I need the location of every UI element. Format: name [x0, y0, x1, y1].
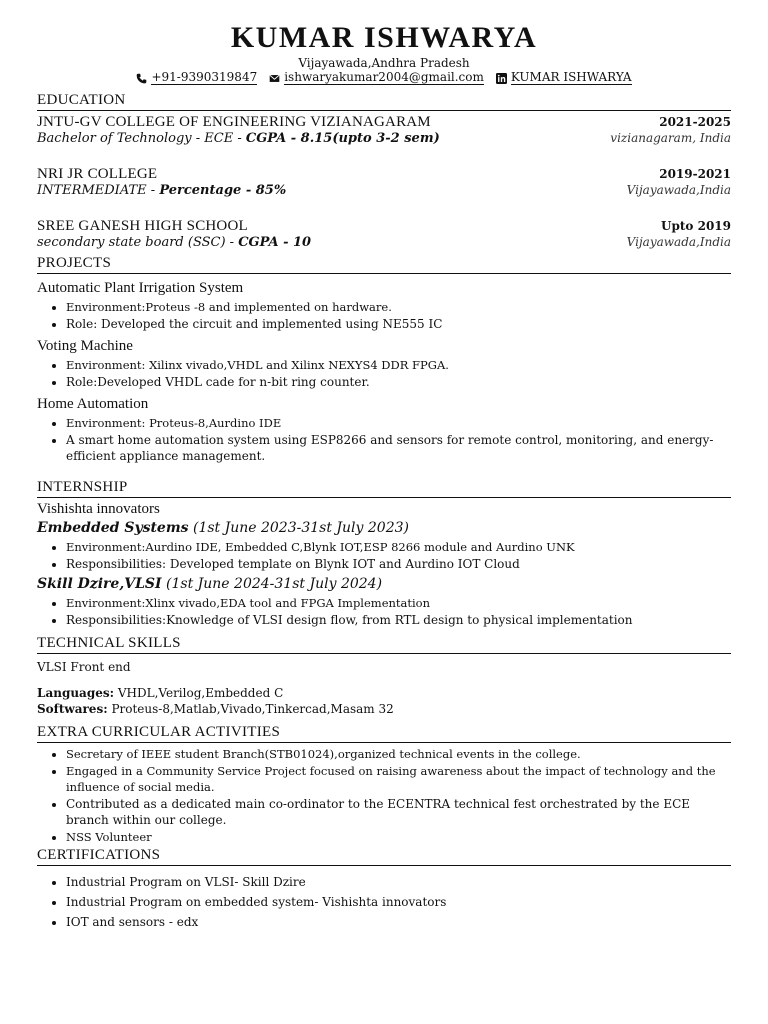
list-item: • Environment: Proteus-8,Aurdino IDE	[66, 415, 731, 431]
list-item: • A smart home automation system using ESP8266 and sensors for remote control, monitoring, and energy-efficient appliance management.	[66, 432, 731, 464]
email-contact[interactable]	[269, 71, 484, 85]
list-item: • Industrial Program on VLSI- Skill Dzire	[66, 874, 731, 890]
role-period: (1st June 2024-31st July 2024)	[166, 576, 383, 592]
projects-heading: PROJECTS	[37, 254, 731, 274]
languages-label: Languages:	[37, 686, 115, 700]
project-title: Voting Machine	[37, 338, 133, 354]
education-location: Vijayawada,India	[626, 183, 731, 197]
list-item: • Contributed as a dedicated main co-ordinator to the ECENTRA technical fest orchestrated by the ECE branch within our college.	[66, 796, 731, 828]
languages-value: VHDL,Verilog,Embedded C	[114, 686, 284, 700]
degree-line	[37, 131, 440, 146]
institution-name: SREE GANESH HIGH SCHOOL	[37, 218, 248, 234]
project-bullets	[37, 415, 731, 464]
education-date: Upto 2019	[661, 219, 731, 233]
list-item: • IOT and sensors - edx	[66, 914, 731, 930]
skills-softwares	[37, 701, 731, 717]
list-item: • Environment:Aurdino IDE, Embedded C,Blynk IOT,ESP 8266 module and Aurdino UNK	[66, 539, 731, 555]
role-name: Embedded Systems	[37, 520, 189, 536]
phone-contact[interactable]	[136, 71, 257, 85]
education-date: 2019-2021	[659, 167, 731, 181]
institution-name: JNTU-GV COLLEGE OF ENGINEERING VIZIANAGARAM	[37, 114, 431, 130]
internship-bullets	[37, 539, 731, 572]
education-location: vizianagaram, India	[610, 131, 731, 145]
list-item: • Responsibilities: Developed template on Blynk IOT and Aurdino IOT Cloud	[66, 556, 731, 572]
degree-score: CGPA - 10	[238, 235, 312, 250]
phone-icon	[136, 73, 147, 84]
project-bullets	[37, 357, 731, 390]
role-period: (1st June 2023-31st July 2023)	[192, 520, 409, 536]
list-item: • Responsibilities:Knowledge of VLSI design flow, from RTL design to physical implementation	[66, 612, 731, 628]
candidate-name: KUMAR ISHWARYA	[230, 21, 538, 54]
candidate-location: Vijayawada,Andhra Pradesh	[298, 56, 470, 70]
certifications-list	[37, 874, 731, 930]
degree-text: secondary state board (SSC) -	[37, 235, 239, 250]
list-item: • Role:Developed VHDL cade for n-bit ring counter.	[66, 374, 731, 390]
education-entry	[37, 218, 731, 250]
internship-heading: INTERNSHIP	[37, 478, 731, 498]
skills-area: VLSI Front end	[37, 660, 131, 674]
list-item: • NSS Volunteer	[66, 829, 731, 845]
degree-text: Bachelor of Technology - ECE -	[37, 131, 246, 146]
linkedin-icon	[496, 73, 507, 84]
degree-score: Percentage - 85%	[159, 183, 287, 198]
contact-row	[37, 71, 731, 85]
list-item: • Role: Developed the circuit and implemented using NE555 IC	[66, 316, 731, 332]
education-entry	[37, 114, 731, 146]
resume-page	[37, 20, 731, 930]
project-title: Home Automation	[37, 396, 149, 412]
envelope-icon	[269, 73, 280, 84]
degree-text: INTERMEDIATE -	[37, 183, 160, 198]
education-location: Vijayawada,India	[626, 235, 731, 249]
project-title: Automatic Plant Irrigation System	[37, 280, 244, 296]
skills-languages	[37, 685, 731, 701]
phone-link[interactable]: +91-9390319847	[151, 70, 258, 84]
degree-score: CGPA - 8.15(upto 3-2 sem)	[245, 131, 440, 146]
linkedin-link[interactable]: KUMAR ISHWARYA	[510, 70, 632, 84]
softwares-value: Proteus-8,Matlab,Vivado,Tinkercad,Masam 32	[107, 702, 394, 716]
extracurricular-list	[37, 746, 731, 845]
softwares-label: Softwares:	[37, 702, 108, 716]
internship-role	[37, 575, 731, 594]
internship-role	[37, 519, 731, 538]
education-entry	[37, 166, 731, 198]
education-heading: EDUCATION	[37, 91, 731, 111]
list-item: • Environment:Xlinx vivado,EDA tool and FPGA Implementation	[66, 595, 731, 611]
degree-line	[37, 183, 286, 198]
degree-line	[37, 235, 311, 250]
list-item: • Industrial Program on embedded system- Vishishta innovators	[66, 894, 731, 910]
institution-name: NRI JR COLLEGE	[37, 166, 158, 182]
project-bullets	[37, 299, 731, 332]
education-date: 2021-2025	[659, 115, 731, 129]
certifications-heading: CERTIFICATIONS	[37, 846, 731, 866]
role-name: Skill Dzire,VLSI	[37, 576, 162, 592]
email-link[interactable]: ishwaryakumar2004@gmail.com	[284, 70, 484, 84]
internship-company: Vishishta innovators	[37, 501, 160, 517]
skills-heading: TECHNICAL SKILLS	[37, 634, 731, 654]
list-item: • Environment: Xilinx vivado,VHDL and Xilinx NEXYS4 DDR FPGA.	[66, 357, 731, 373]
list-item: • Secretary of IEEE student Branch(STB01024),organized technical events in the college.	[66, 746, 731, 762]
linkedin-contact[interactable]	[496, 71, 632, 85]
internship-bullets	[37, 595, 731, 628]
list-item: • Environment:Proteus -8 and implemented on hardware.	[66, 299, 731, 315]
extracurricular-heading: EXTRA CURRICULAR ACTIVITIES	[37, 723, 731, 743]
list-item: • Engaged in a Community Service Project focused on raising awareness about the impact of technology and the influence of social media.	[66, 763, 731, 795]
